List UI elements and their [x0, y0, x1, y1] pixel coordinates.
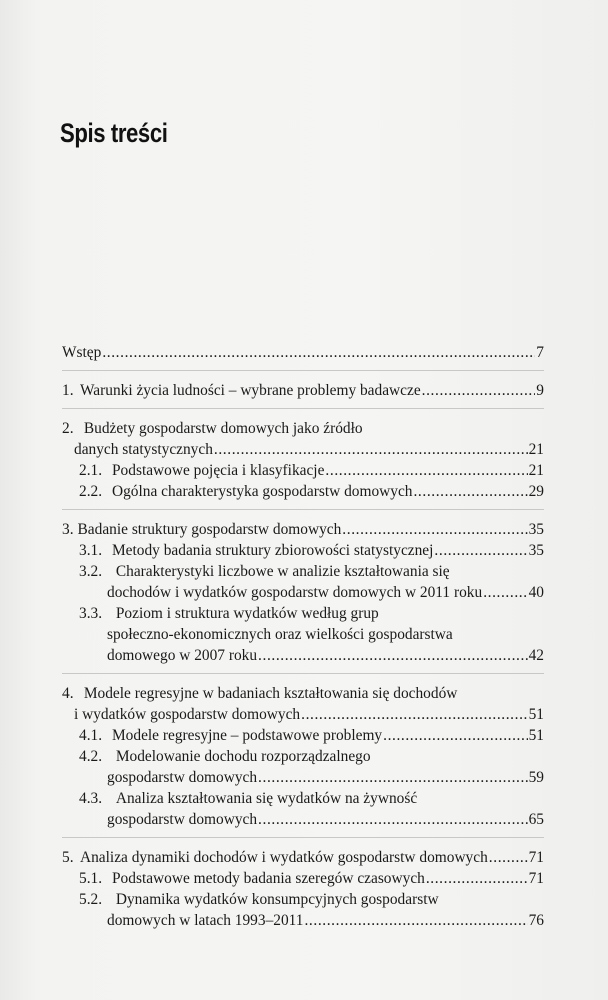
toc-entry-section-4-2-line1[interactable]: [62, 746, 544, 767]
toc-entry-label: Dynamika wydatków konsumpcyjnych gospodarstw: [115, 891, 439, 908]
toc-entry-label-continued: danych statystycznych: [74, 441, 213, 458]
section-number: 5.2.: [79, 891, 103, 908]
toc-entry-chapter-1[interactable]: [62, 380, 544, 401]
toc-entry-label-continued: społeczno-ekonomicznych oraz wielkości gospodarstwa: [107, 626, 453, 643]
section-number: 5.1.: [79, 870, 103, 887]
chapter-number: 5.: [62, 849, 74, 866]
dot-leader: [214, 439, 528, 460]
toc-entry-section-4-2-line2[interactable]: [62, 767, 544, 788]
section-number: 4.2.: [79, 748, 103, 765]
separator: [62, 509, 544, 510]
toc-entry-chapter-4-line1[interactable]: [62, 683, 544, 704]
toc-page-number: 40: [528, 584, 544, 601]
toc-page-number: 21: [528, 441, 544, 458]
toc-page-number: 9: [536, 382, 544, 399]
section-number: 4.3.: [79, 790, 103, 807]
toc-entry-label: Warunki życia ludności – wybrane problemy badawcze: [80, 382, 421, 399]
dot-leader: [304, 910, 527, 931]
toc-entry-section-3-3-line2[interactable]: [62, 624, 544, 645]
toc-entry-label: Modele regresyjne – podstawowe problemy: [112, 727, 383, 744]
toc-entry-label: Budżety gospodarstw domowych jako źródło: [83, 420, 363, 437]
toc-page-number: 35: [528, 542, 544, 559]
toc-entry-section-4-3-line1[interactable]: [62, 788, 544, 809]
toc-entry-section-4-1[interactable]: [62, 725, 544, 746]
section-number: 2.1.: [79, 462, 103, 479]
toc-entry-section-3-2-line1[interactable]: [62, 561, 544, 582]
dot-leader: [426, 868, 528, 889]
toc-entry-label-continued: domowego w 2007 roku: [107, 647, 258, 664]
toc-entry-section-2-1[interactable]: [62, 460, 544, 481]
dot-leader: [413, 481, 527, 502]
toc-entry-chapter-5[interactable]: [62, 847, 544, 868]
dot-leader: [102, 342, 535, 363]
toc-entry-chapter-2-line1[interactable]: [62, 418, 544, 439]
toc-entry-label: Badanie struktury gospodarstw domowych: [77, 521, 342, 538]
dot-leader: [383, 725, 527, 746]
toc-entry-section-3-2-line2[interactable]: [62, 582, 544, 603]
toc-page-number: 71: [528, 849, 544, 866]
toc-entry-label: Poziom i struktura wydatków według grup: [115, 605, 379, 622]
dot-leader: [258, 645, 528, 666]
toc-page-number: 7: [536, 344, 544, 361]
chapter-number: 1.: [62, 382, 74, 399]
toc-page-number: 42: [528, 647, 544, 664]
toc-entry-label: Podstawowe pojęcia i klasyfikacje: [112, 462, 325, 479]
toc-entry-label: Analiza kształtowania się wydatków na żywność: [115, 790, 418, 807]
section-number: 4.1.: [79, 727, 103, 744]
toc-page-number: 29: [528, 483, 544, 500]
dot-leader: [489, 847, 528, 868]
toc-entry-label: Wstęp: [62, 344, 102, 361]
dot-leader: [483, 582, 527, 603]
section-number: 3.2.: [79, 563, 103, 580]
dot-leader: [342, 519, 527, 540]
toc-entry-chapter-3[interactable]: [62, 519, 544, 540]
toc-entry-section-5-2-line2[interactable]: [62, 910, 544, 931]
toc-page-number: 51: [528, 706, 544, 723]
toc-entry-label: Podstawowe metody badania szeregów czasowych: [112, 870, 425, 887]
dot-leader: [434, 540, 527, 561]
dot-leader: [258, 767, 528, 788]
dot-leader: [422, 380, 536, 401]
toc-entry-section-5-1[interactable]: [62, 868, 544, 889]
toc-page-number: 65: [528, 811, 544, 828]
section-number: 2.2.: [79, 483, 103, 500]
toc-entry-section-2-2[interactable]: [62, 481, 544, 502]
chapter-number: 2.: [62, 420, 74, 437]
chapter-number: 3.: [62, 521, 74, 538]
toc-page-number: 35: [528, 521, 544, 538]
toc-page-number: 51: [528, 727, 544, 744]
separator: [62, 837, 544, 838]
toc-entry-label: Ogólna charakterystyka gospodarstw domowych: [112, 483, 413, 500]
table-of-contents: [62, 342, 544, 931]
dot-leader: [258, 809, 528, 830]
toc-entry-label: Analiza dynamiki dochodów i wydatków gospodarstw domowych: [80, 849, 488, 866]
toc-entry-label: Modele regresyjne w badaniach kształtowania się dochodów: [83, 685, 458, 702]
toc-entry-label-continued: i wydatków gospodarstw domowych: [74, 706, 301, 723]
toc-page-number: 21: [528, 462, 544, 479]
section-number: 3.3.: [79, 605, 103, 622]
toc-entry-label-continued: dochodów i wydatków gospodarstw domowych w 2011 roku: [107, 584, 483, 601]
toc-entry-chapter-4-line2[interactable]: [62, 704, 544, 725]
separator: [62, 408, 544, 409]
toc-entry-label-continued: gospodarstw domowych: [107, 769, 258, 786]
section-number: 3.1.: [79, 542, 103, 559]
toc-entry-section-3-1[interactable]: [62, 540, 544, 561]
toc-entry-section-3-3-line3[interactable]: [62, 645, 544, 666]
toc-entry-label: Modelowanie dochodu rozporządzalnego: [115, 748, 371, 765]
toc-page-number: 76: [528, 912, 544, 929]
dot-leader: [325, 460, 527, 481]
toc-page-number: 59: [528, 769, 544, 786]
bleed-through-decoration: [215, 118, 218, 134]
toc-entry-section-5-2-line1[interactable]: [62, 889, 544, 910]
toc-entry-label-continued: domowych w latach 1993–2011: [107, 912, 304, 929]
toc-entry-intro[interactable]: [62, 342, 544, 363]
toc-entry-label-continued: gospodarstw domowych: [107, 811, 258, 828]
separator: [62, 370, 544, 371]
toc-page-number: 71: [528, 870, 544, 887]
toc-entry-chapter-2-line2[interactable]: [62, 439, 544, 460]
page-title: Spis treści: [60, 118, 168, 148]
chapter-number: 4.: [62, 685, 74, 702]
dot-leader: [301, 704, 527, 725]
toc-entry-section-3-3-line1[interactable]: [62, 603, 544, 624]
toc-entry-section-4-3-line2[interactable]: [62, 809, 544, 830]
separator: [62, 673, 544, 674]
toc-entry-label: Metody badania struktury zbiorowości statystycznej: [112, 542, 434, 559]
toc-entry-label: Charakterystyki liczbowe w analizie kształtowania się: [115, 563, 450, 580]
